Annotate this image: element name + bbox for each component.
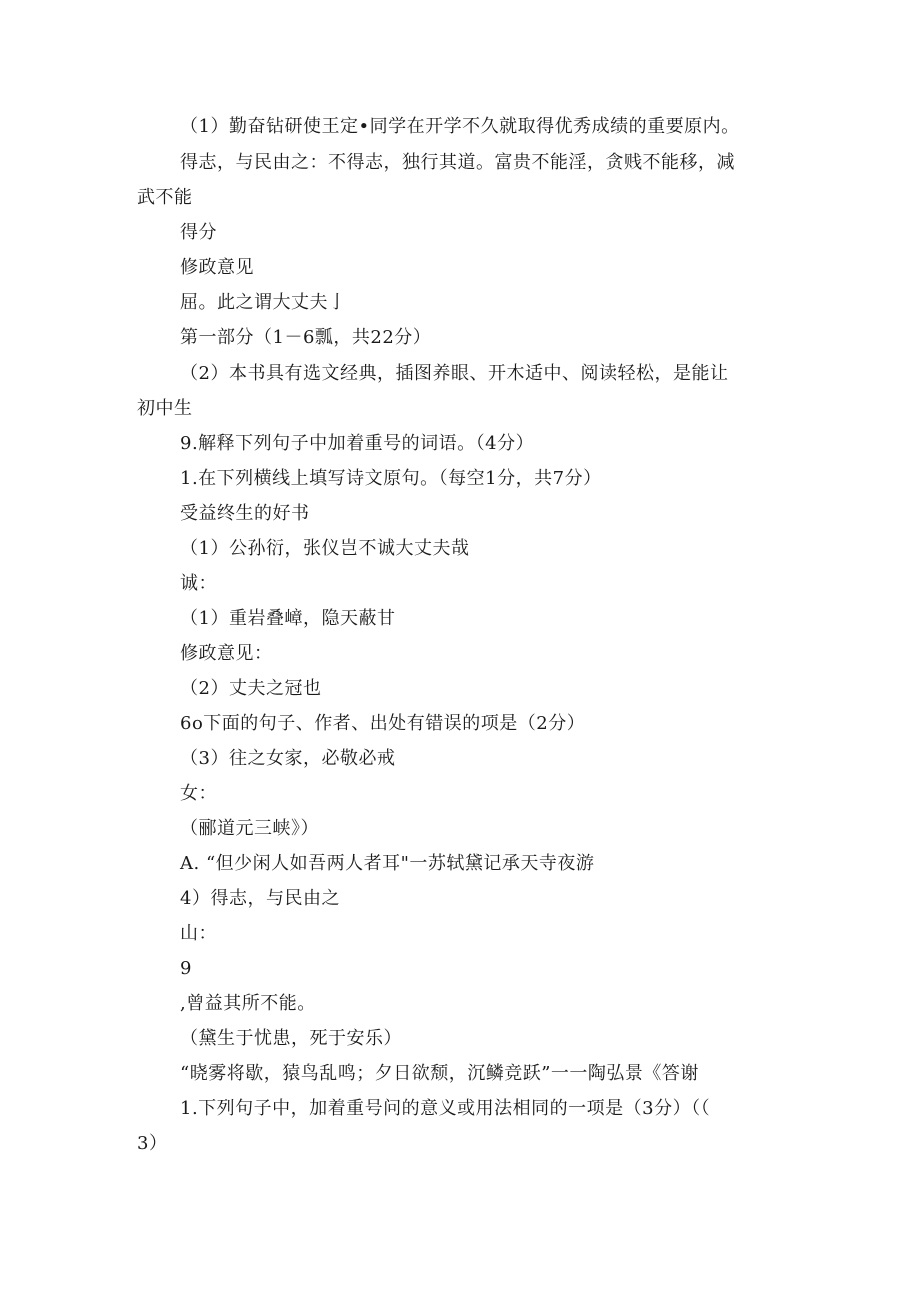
text-line: 9.解释下列句子中加着重号的词语。（4分） <box>180 433 535 454</box>
text-line: 女： <box>180 783 217 804</box>
text-line: 4）得志，与民由之 <box>180 888 340 909</box>
text-line: 初中生 <box>137 398 193 419</box>
text-line: 6o下面的句子、作者、出处有错误的项是（2分） <box>180 713 586 734</box>
text-line: （2）本书具有选文经典，插图养眼、开木适中、阅读轻松，是能让 <box>180 363 729 384</box>
text-line: 第一部分（1－6瓢，共22分） <box>180 327 432 348</box>
text-line: 山： <box>180 923 217 944</box>
text-line: A. “但少闲人如吾两人者耳"一苏轼黛记承天寺夜游 <box>180 853 595 874</box>
text-line: 武不能 <box>137 187 193 208</box>
text-line: （黛生于忧患，死于安乐） <box>180 1028 402 1049</box>
text-line: 得分 <box>180 222 217 243</box>
text-line: （郦道元三峡》） <box>180 818 319 839</box>
text-line: 3） <box>137 1133 168 1154</box>
text-line: 1.在下列横线上填写诗文原句。（每空1分，共7分） <box>180 468 602 489</box>
text-line: 屈。此之谓大丈夫亅 <box>180 292 347 313</box>
text-line: （1）重岩叠嶂，隐天蔽甘 <box>180 608 396 629</box>
text-line: 修政意见 <box>180 257 254 278</box>
text-line: 1.下列句子中，加着重号问的意义或用法相同的一项是（3分）（（ <box>180 1098 711 1119</box>
text-line: （2）丈夫之冠也 <box>180 678 322 699</box>
text-line: （1）勤奋钻研使王定•同学在开学不久就取得优秀成绩的重要原内。 <box>180 116 740 137</box>
text-line: 修政意见： <box>180 643 273 664</box>
text-line: “晓雾将歇，猿鸟乱鸣；夕日欲颓，沉鳞竞跃”一一陶弘景《答谢 <box>180 1063 699 1084</box>
text-line: 得志，与民由之：不得志，独行其道。富贵不能淫，贪贱不能移，减 <box>180 152 735 173</box>
text-line: 受益终生的好书 <box>180 503 310 524</box>
text-line: 诚： <box>180 573 217 594</box>
text-line: （3）往之女家，必敬必戒 <box>180 748 396 769</box>
text-line: ,曾益其所不能。 <box>180 993 316 1014</box>
text-line: 9 <box>180 958 192 979</box>
text-line: （1）公孙衍，张仪岂不诚大丈夫哉 <box>180 538 470 559</box>
